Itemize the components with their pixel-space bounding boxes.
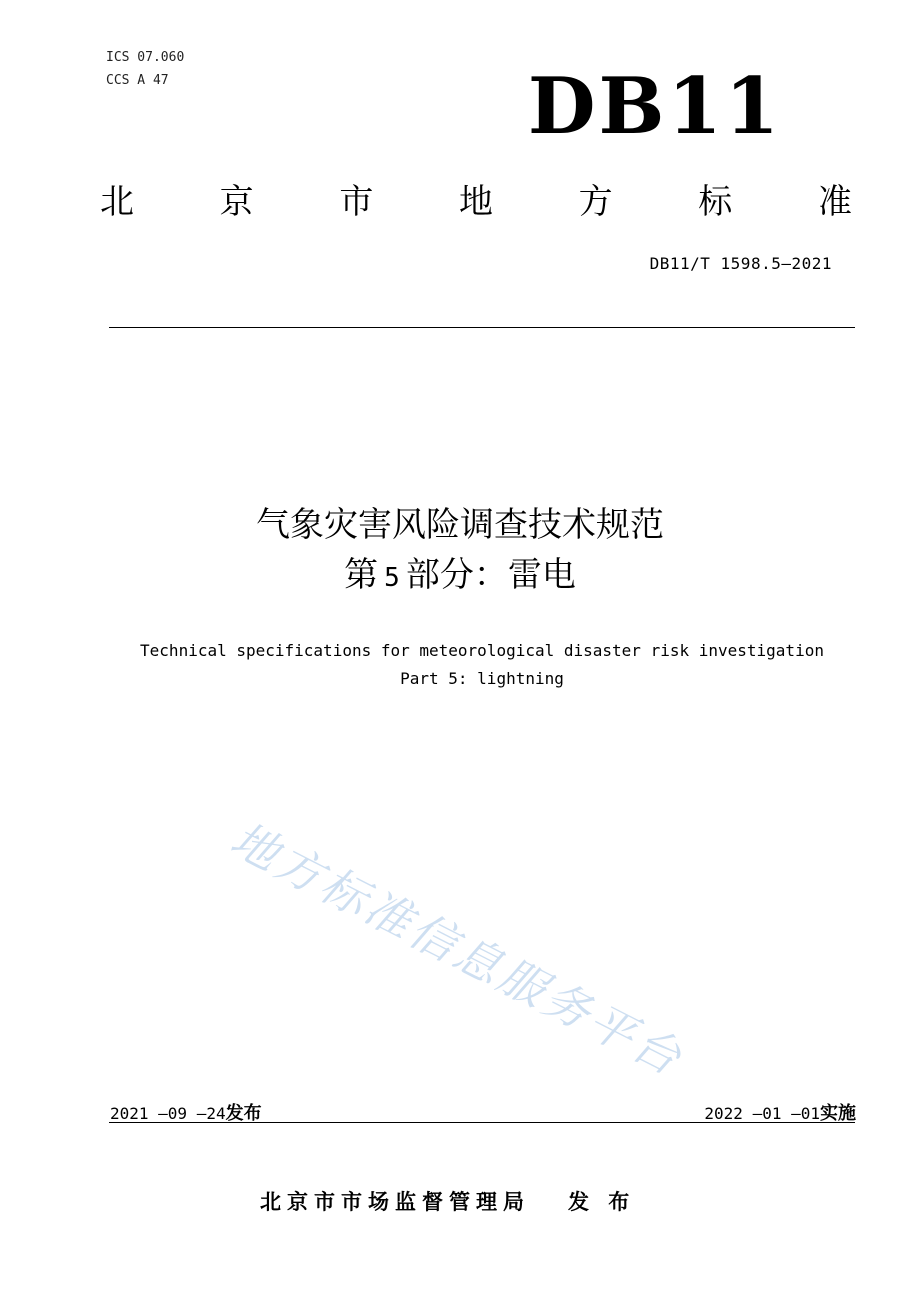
bottom-divider [109,1122,855,1123]
ics-code: ICS 07.060 [106,50,185,65]
english-title-line1: Technical specifications for meteorological disaster risk investigation [140,641,824,660]
top-divider [109,327,855,328]
part-number: 5 [384,563,400,593]
classification-codes [106,46,184,92]
standard-type-char: 北 [100,182,134,222]
standard-type-char: 市 [339,182,374,222]
issuer-line [260,1186,635,1216]
chinese-title [0,500,920,603]
ccs-code: CCS A 47 [106,73,169,88]
issue-label: 发布 [225,1103,262,1124]
implement-label: 实施 [820,1103,856,1124]
implement-date: 2022 —01 —01 [704,1104,820,1123]
issuer-name: 北京市市场监督管理局 [260,1190,530,1214]
watermark: 地方标准信息服务平台 [222,811,693,1087]
db11-logo: DB11 [527,61,782,152]
chinese-title-line1: 气象灾害风险调查技术规范 [256,505,664,545]
standard-type-char: 京 [219,182,254,222]
part-suffix: 部分：雷电 [405,555,576,595]
issue-date: 2021 —09 —24 [110,1104,226,1123]
issuer-action: 发 布 [568,1190,636,1214]
english-title [0,637,920,693]
standard-type-char: 地 [458,182,493,222]
standard-type-char: 标 [698,182,733,222]
part-prefix: 第 [344,555,379,595]
standard-type-heading [100,180,852,224]
standard-number: DB11/T 1598.5—2021 [649,254,832,273]
chinese-title-line2 [0,550,920,603]
standard-type-char: 方 [578,182,613,222]
english-title-line2: Part 5: lightning [400,669,564,688]
standard-type-char: 准 [817,182,852,222]
